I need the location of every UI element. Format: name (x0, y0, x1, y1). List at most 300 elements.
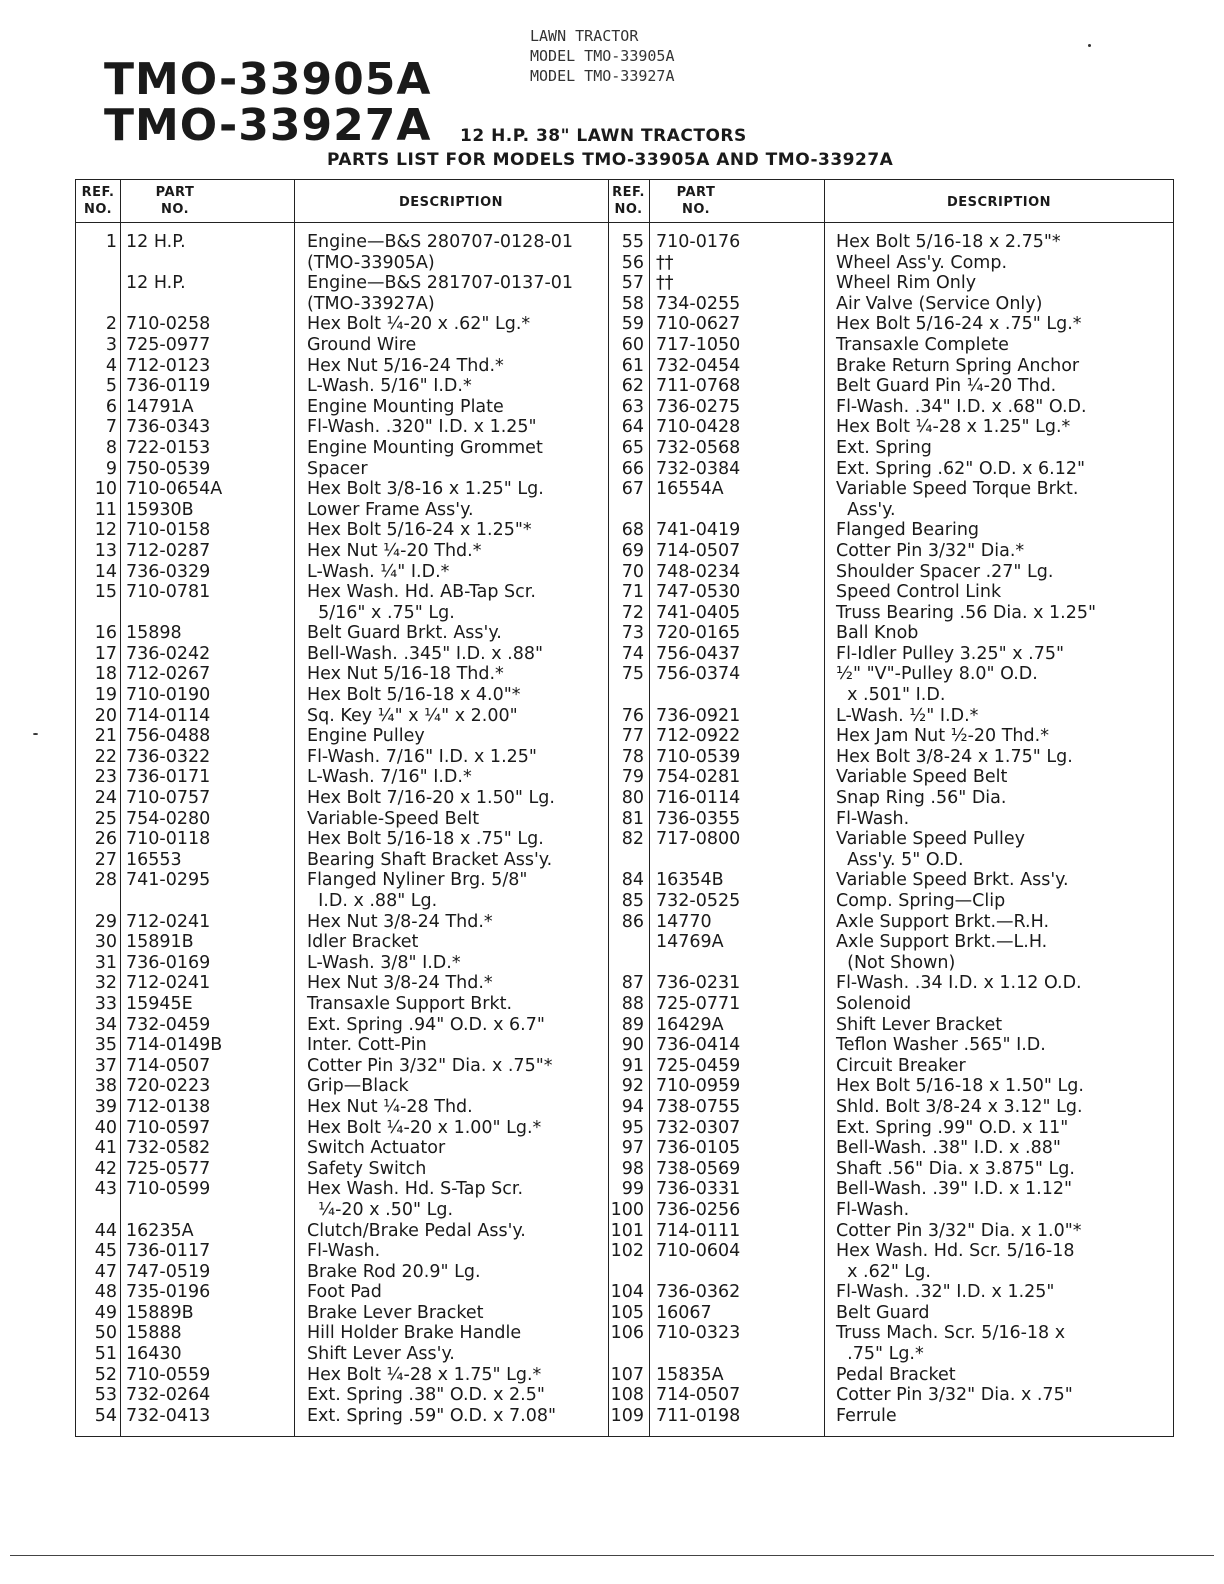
part-number-cell (126, 253, 292, 274)
description-cell: Ext. Spring .99" O.D. x 11" (836, 1117, 1069, 1138)
part-number-cell: 725-0577 (126, 1158, 211, 1179)
part-number-cell: 710-0539 (656, 746, 741, 767)
ref-cell: 77 (621, 726, 644, 747)
description-cell: L-Wash. 5/16" I.D.* (307, 376, 472, 397)
column-divider (294, 180, 295, 1436)
ref-cell: 71 (621, 582, 644, 603)
ref-cell: 29 (94, 911, 117, 932)
description-cell: Truss Mach. Scr. 5/16-18 x (836, 1323, 1066, 1344)
part-number-cell: 732-0525 (656, 891, 741, 911)
ref-cell (76, 294, 117, 315)
part-number-cell: 722-0153 (126, 437, 211, 458)
description-cell: 5/16" x .75" Lg. (307, 602, 455, 623)
part-number-cell: 732-0413 (126, 1405, 211, 1426)
description-cell: Brake Return Spring Anchor (836, 355, 1080, 376)
subtitle: 12 H.P. 38" LAWN TRACTORS (460, 126, 747, 146)
description-cell: Brake Lever Bracket (307, 1302, 484, 1323)
part-number-cell: 716-0114 (656, 788, 741, 809)
description-cell: Hex Bolt ¼-20 x .62" Lg.* (307, 314, 531, 335)
part-number-cell: 736-0169 (126, 952, 211, 973)
part-number-cell: 732-0568 (656, 437, 741, 458)
part-number-cell: 714-0149B (126, 1035, 223, 1056)
ref-cell: 10 (94, 479, 117, 500)
header-part-right: PART NO. (676, 185, 716, 217)
part-number-cell: 712-0241 (126, 911, 211, 932)
ref-cell: 67 (621, 479, 644, 500)
part-number-cell: 712-0287 (126, 540, 211, 561)
part-number-cell: 736-0242 (126, 643, 211, 664)
ref-cell (608, 685, 644, 706)
ref-cell: 88 (621, 993, 644, 1014)
ref-cell (76, 253, 117, 274)
part-number-cell (656, 953, 822, 974)
ref-cell: 2 (105, 314, 117, 335)
part-number-cell: 736-0355 (656, 808, 741, 829)
description-cell: (TMO-33927A) (307, 293, 435, 314)
description-cell: Flanged Bearing (836, 520, 980, 541)
ref-cell: 49 (94, 1302, 117, 1323)
ref-cell: 33 (94, 993, 117, 1014)
right-ref-column (608, 232, 644, 1426)
ref-cell: 32 (94, 973, 117, 994)
ref-cell (608, 953, 644, 974)
part-number-cell: 732-0264 (126, 1385, 211, 1406)
description-cell: Hex Bolt 5/16-24 x .75" Lg.* (836, 314, 1082, 335)
ref-cell (608, 932, 644, 953)
description-cell: L-Wash. 7/16" I.D.* (307, 767, 472, 788)
part-number-cell: 15835A (656, 1364, 724, 1385)
part-number-cell: 736-0329 (126, 561, 211, 582)
left-part-column (126, 232, 292, 1426)
ref-cell: 79 (621, 767, 644, 788)
description-cell: Shift Lever Ass'y. (307, 1344, 455, 1365)
ref-cell: 30 (94, 932, 117, 953)
part-number-cell: 714-0507 (126, 1055, 211, 1076)
part-number-cell: 15888 (126, 1323, 182, 1344)
part-number-cell: 736-0231 (656, 973, 741, 994)
part-number-cell: 16067 (656, 1302, 712, 1323)
description-cell: Bell-Wash. .38" I.D. x .88" (836, 1138, 1061, 1159)
description-cell: Shift Lever Bracket (836, 1014, 1003, 1035)
speck (33, 733, 38, 735)
part-number-cell: 710-0959 (656, 1076, 741, 1097)
ref-cell: 22 (94, 746, 117, 767)
ref-cell: 13 (94, 540, 117, 561)
part-number-cell: 14770 (656, 911, 712, 932)
description-cell: Cotter Pin 3/32" Dia. x 1.0"* (836, 1220, 1082, 1241)
part-number-cell: 16354B (656, 870, 724, 891)
description-cell: Hex Bolt 3/8-24 x 1.75" Lg. (836, 746, 1073, 767)
description-cell: Ground Wire (307, 334, 417, 355)
ref-cell: 98 (621, 1158, 644, 1179)
description-cell: Wheel Ass'y. Comp. (836, 252, 1008, 273)
description-cell: Flanged Nyliner Brg. 5/8" (307, 870, 528, 891)
ref-cell (76, 1200, 117, 1221)
ref-cell (608, 1344, 644, 1365)
ref-cell: 75 (621, 664, 644, 685)
part-number-cell: 754-0280 (126, 808, 211, 829)
description-cell: Cotter Pin 3/32" Dia. x .75" (836, 1385, 1073, 1406)
ref-cell: 43 (94, 1179, 117, 1200)
description-cell: Hex Nut 3/8-24 Thd.* (307, 911, 493, 932)
description-cell: Fl-Wash. .32" I.D. x 1.25" (836, 1282, 1055, 1303)
description-cell: Solenoid (836, 993, 912, 1014)
part-number-cell (656, 685, 822, 706)
part-number-cell: 747-0519 (126, 1261, 211, 1282)
ref-cell: 99 (621, 1179, 644, 1200)
ref-cell: 80 (621, 788, 644, 809)
part-number-cell: 741-0295 (126, 870, 211, 891)
part-number-cell: 15930B (126, 499, 194, 520)
description-cell: Hex Bolt 5/16-24 x 1.25"* (307, 520, 532, 541)
ref-cell: 31 (94, 952, 117, 973)
ref-cell: 107 (610, 1364, 644, 1385)
part-number-cell: 711-0198 (656, 1405, 741, 1426)
ref-cell: 81 (621, 808, 644, 829)
description-cell: Ass'y. 5" O.D. (836, 849, 964, 870)
ref-cell: 108 (610, 1385, 644, 1406)
ref-cell: 62 (621, 376, 644, 397)
ref-cell: 34 (94, 1014, 117, 1035)
part-number-cell: 712-0241 (126, 973, 211, 994)
header-divider (76, 222, 1173, 223)
part-number-cell: 712-0922 (656, 726, 741, 747)
ref-cell: 25 (94, 808, 117, 829)
ref-cell: 19 (94, 685, 117, 706)
part-number-cell: 714-0507 (656, 540, 741, 561)
description-cell: Spacer (307, 458, 368, 479)
description-cell: L-Wash. ½" I.D.* (836, 705, 979, 726)
part-number-cell: 736-0921 (656, 705, 741, 726)
description-cell: Speed Control Link (836, 582, 1002, 603)
part-number-cell: 16235A (126, 1220, 194, 1241)
part-number-cell: 714-0114 (126, 705, 211, 726)
part-number-cell: 712-0123 (126, 355, 211, 376)
ref-cell: 63 (621, 396, 644, 417)
ref-cell: 18 (94, 664, 117, 685)
part-number-cell (126, 1200, 292, 1221)
part-number-cell: 741-0419 (656, 520, 741, 541)
part-number-cell: 712-0138 (126, 1096, 211, 1117)
header-part-left: PART NO. (155, 185, 195, 217)
description-cell: Axle Support Brkt.—R.H. (836, 911, 1050, 932)
part-number-cell: 725-0977 (126, 334, 211, 355)
description-cell: (TMO-33905A) (307, 252, 435, 273)
ref-cell (608, 850, 644, 871)
ref-cell: 94 (621, 1096, 644, 1117)
part-number-cell: 756-0488 (126, 726, 211, 747)
part-number-cell: 736-0414 (656, 1035, 741, 1056)
ref-cell: 82 (621, 829, 644, 850)
description-cell: Hex Wash. Hd. AB-Tap Scr. (307, 582, 536, 603)
ref-cell: 28 (94, 870, 117, 891)
part-number-cell (126, 603, 292, 624)
ref-cell: 74 (621, 643, 644, 664)
ref-cell: 58 (621, 293, 644, 314)
ref-cell: 35 (94, 1035, 117, 1056)
part-number-cell: 710-0258 (126, 314, 211, 335)
part-number-cell: †† (656, 252, 674, 273)
description-cell: Hex Wash. Hd. S-Tap Scr. (307, 1179, 524, 1200)
part-number-cell: 710-0176 (656, 232, 741, 252)
description-cell: Fl-Wash. .34 I.D. x 1.12 O.D. (836, 973, 1082, 994)
part-number-cell: 710-0158 (126, 520, 211, 541)
ref-cell: 1 (105, 232, 117, 252)
ref-cell: 95 (621, 1117, 644, 1138)
part-number-cell: 16430 (126, 1344, 182, 1365)
description-cell: ½" "V"-Pulley 8.0" O.D. (836, 664, 1038, 685)
ref-cell: 7 (105, 417, 117, 438)
part-number-cell: 710-0323 (656, 1323, 741, 1344)
description-cell: Wheel Rim Only (836, 273, 977, 294)
part-number-cell: 736-0331 (656, 1179, 741, 1200)
part-number-cell: 12 H.P. (126, 232, 186, 252)
right-part-column (656, 232, 822, 1426)
description-cell: Air Valve (Service Only) (836, 293, 1043, 314)
ref-cell: 59 (621, 314, 644, 335)
description-cell: Hex Nut 5/16-24 Thd.* (307, 355, 504, 376)
part-number-cell: 712-0267 (126, 664, 211, 685)
description-cell: Engine—B&S 280707-0128-01 (307, 232, 574, 252)
ref-cell: 15 (94, 582, 117, 603)
ref-cell: 40 (94, 1117, 117, 1138)
part-number-cell: 15889B (126, 1302, 194, 1323)
ref-cell: 37 (94, 1055, 117, 1076)
part-number-cell: 720-0223 (126, 1076, 211, 1097)
part-number-cell: 16553 (126, 849, 182, 870)
ref-cell: 23 (94, 767, 117, 788)
description-cell: Ball Knob (836, 623, 919, 644)
part-number-cell: 710-0118 (126, 829, 211, 850)
description-cell: Variable Speed Belt (836, 767, 1008, 788)
ref-cell (76, 273, 117, 294)
part-number-cell: 735-0196 (126, 1282, 211, 1303)
ref-cell: 72 (621, 602, 644, 623)
ref-cell: 70 (621, 561, 644, 582)
ref-cell: 90 (621, 1035, 644, 1056)
description-cell: Fl-Wash. 7/16" I.D. x 1.25" (307, 746, 537, 767)
description-cell: Ext. Spring .59" O.D. x 7.08" (307, 1405, 557, 1426)
ref-cell: 6 (105, 396, 117, 417)
description-cell: L-Wash. ¼" I.D.* (307, 561, 450, 582)
ref-cell: 102 (610, 1241, 644, 1262)
part-number-cell: 734-0255 (656, 293, 741, 314)
ref-cell: 101 (610, 1220, 644, 1241)
description-cell: Hex Bolt ¼-20 x 1.00" Lg.* (307, 1117, 542, 1138)
part-number-cell: 710-0781 (126, 582, 211, 603)
ref-cell: 26 (94, 829, 117, 850)
description-cell: Shoulder Spacer .27" Lg. (836, 561, 1054, 582)
column-divider (649, 180, 650, 1436)
ref-cell: 8 (105, 437, 117, 458)
ref-cell: 61 (621, 355, 644, 376)
page-title: PARTS LIST FOR MODELS TMO-33905A AND TMO-33927A (327, 150, 894, 170)
description-cell: Hex Bolt 5/16-18 x 1.50" Lg. (836, 1076, 1084, 1097)
ref-cell: 55 (621, 232, 644, 252)
part-number-cell: 16429A (656, 1014, 724, 1035)
description-cell: Teflon Washer .565" I.D. (836, 1035, 1046, 1056)
part-number-cell (656, 500, 822, 521)
description-cell: Shld. Bolt 3/8-24 x 3.12" Lg. (836, 1096, 1083, 1117)
part-number-cell: 725-0771 (656, 993, 741, 1014)
ref-cell: 105 (610, 1302, 644, 1323)
part-number-cell: 754-0281 (656, 767, 741, 788)
stamp-line: LAWN TRACTOR (530, 27, 639, 45)
ref-cell: 78 (621, 746, 644, 767)
part-number-cell: 717-0800 (656, 829, 741, 850)
description-cell: Hex Bolt 5/16-18 x 2.75"* (836, 232, 1061, 252)
description-cell: Transaxle Complete (836, 334, 1009, 355)
description-cell: Ext. Spring .94" O.D. x 6.7" (307, 1014, 545, 1035)
ref-cell: 11 (94, 499, 117, 520)
ref-cell: 89 (621, 1014, 644, 1035)
ref-cell (76, 603, 117, 624)
part-number-cell: 732-0454 (656, 355, 741, 376)
part-number-cell: 710-0627 (656, 314, 741, 335)
description-cell: Fl-Wash. (836, 808, 910, 829)
description-cell: Fl-Wash. (836, 1199, 910, 1220)
description-cell: Ext. Spring .38" O.D. x 2.5" (307, 1385, 545, 1406)
left-description-column (307, 232, 607, 1426)
page-bottom-rule (10, 1555, 1214, 1556)
part-number-cell: 717-1050 (656, 334, 741, 355)
column-divider (120, 180, 121, 1436)
part-number-cell (656, 1262, 822, 1283)
description-cell: Brake Rod 20.9" Lg. (307, 1261, 481, 1282)
ref-cell: 4 (105, 355, 117, 376)
description-cell: Hex Bolt 5/16-18 x .75" Lg. (307, 829, 544, 850)
ref-cell: 12 (94, 520, 117, 541)
part-number-cell: 748-0234 (656, 561, 741, 582)
ref-cell: 56 (621, 252, 644, 273)
part-number-cell: 736-0362 (656, 1282, 741, 1303)
part-number-cell: 738-0569 (656, 1158, 741, 1179)
part-number-cell (126, 891, 292, 912)
description-cell: Bearing Shaft Bracket Ass'y. (307, 849, 553, 870)
part-number-cell: 710-0599 (126, 1179, 211, 1200)
ref-cell: 52 (94, 1364, 117, 1385)
description-cell: Axle Support Brkt.—L.H. (836, 932, 1048, 953)
description-cell: I.D. x .88" Lg. (307, 891, 438, 911)
typed-stamp (530, 26, 675, 86)
ref-cell: 100 (610, 1199, 644, 1220)
part-number-cell: 736-0119 (126, 376, 211, 397)
description-cell: Truss Bearing .56 Dia. x 1.25" (836, 602, 1097, 623)
part-number-cell: 710-0654A (126, 479, 223, 500)
description-cell: Foot Pad (307, 1282, 382, 1303)
ref-cell: 20 (94, 705, 117, 726)
description-cell: Engine—B&S 281707-0137-01 (307, 273, 574, 294)
ref-cell: 48 (94, 1282, 117, 1303)
part-number-cell (656, 850, 822, 871)
ref-cell: 54 (94, 1405, 117, 1426)
ref-cell: 91 (621, 1055, 644, 1076)
ref-cell: 41 (94, 1138, 117, 1159)
description-cell: Bell-Wash. .345" I.D. x .88" (307, 643, 544, 664)
description-cell: Hex Nut ¼-20 Thd.* (307, 540, 482, 561)
description-cell: Shaft .56" Dia. x 3.875" Lg. (836, 1158, 1075, 1179)
model-number-secondary: TMO-33927A (104, 100, 432, 151)
part-number-cell: 710-0190 (126, 685, 211, 706)
header-ref-left: REF. NO. (81, 185, 115, 217)
description-cell: Ferrule (836, 1405, 897, 1426)
description-cell: Cotter Pin 3/32" Dia. x .75"* (307, 1055, 553, 1076)
part-number-cell: 736-0171 (126, 767, 211, 788)
part-number-cell: 15898 (126, 623, 182, 644)
description-cell: Circuit Breaker (836, 1055, 966, 1076)
ref-cell: 106 (610, 1323, 644, 1344)
part-number-cell: 714-0507 (656, 1385, 741, 1406)
part-number-cell: 732-0459 (126, 1014, 211, 1035)
model-number-primary: TMO-33905A (104, 54, 432, 105)
description-cell: .75" Lg.* (836, 1344, 924, 1365)
description-cell: Lower Frame Ass'y. (307, 499, 474, 520)
ref-cell: 104 (610, 1282, 644, 1303)
description-cell: Hex Nut 3/8-24 Thd.* (307, 973, 493, 994)
description-cell: Clutch/Brake Pedal Ass'y. (307, 1220, 526, 1241)
ref-cell: 14 (94, 561, 117, 582)
stamp-line: MODEL TMO-33905A (530, 47, 675, 65)
description-cell: Fl-Wash. .320" I.D. x 1.25" (307, 417, 537, 438)
description-cell: Fl-Idler Pulley 3.25" x .75" (836, 643, 1065, 664)
parts-table (75, 179, 1174, 1437)
description-cell: x .501" I.D. (836, 685, 946, 706)
part-number-cell: 736-0322 (126, 746, 211, 767)
ref-cell: 57 (621, 273, 644, 294)
part-number-cell: 710-0428 (656, 417, 741, 438)
part-number-cell: 736-0117 (126, 1241, 211, 1262)
part-number-cell: 711-0768 (656, 376, 741, 397)
description-cell: L-Wash. 3/8" I.D.* (307, 952, 461, 973)
part-number-cell: 736-0256 (656, 1199, 741, 1220)
description-cell: Fl-Wash. .34" I.D. x .68" O.D. (836, 396, 1087, 417)
ref-cell: 16 (94, 623, 117, 644)
description-cell: Hex Bolt ¼-28 x 1.75" Lg.* (307, 1364, 542, 1385)
description-cell: Engine Mounting Grommet (307, 437, 543, 458)
header-ref-right: REF. NO. (612, 185, 645, 217)
part-number-cell: 12 H.P. (126, 273, 186, 294)
description-cell: Pedal Bracket (836, 1364, 956, 1385)
description-cell: Hex Bolt 5/16-18 x 4.0"* (307, 685, 521, 706)
part-number-cell: 16554A (656, 479, 724, 500)
ref-cell: 51 (94, 1344, 117, 1365)
description-cell: Idler Bracket (307, 932, 419, 953)
ref-cell: 64 (621, 417, 644, 438)
ref-cell (608, 1262, 644, 1283)
ref-cell: 65 (621, 437, 644, 458)
description-cell: Engine Pulley (307, 726, 425, 747)
ref-cell: 50 (94, 1323, 117, 1344)
part-number-cell: 720-0165 (656, 623, 741, 644)
part-number-cell: 736-0105 (656, 1138, 741, 1159)
description-cell: Hex Jam Nut ½-20 Thd.* (836, 726, 1049, 747)
speck (1088, 44, 1091, 47)
description-cell: Fl-Wash. (307, 1241, 381, 1262)
ref-cell: 66 (621, 458, 644, 479)
stamp-line: MODEL TMO-33927A (530, 67, 675, 85)
description-cell: Transaxle Support Brkt. (307, 993, 513, 1014)
ref-cell: 42 (94, 1158, 117, 1179)
ref-cell (76, 891, 117, 912)
part-number-cell: 14791A (126, 396, 194, 417)
header-desc-left: DESCRIPTION (398, 195, 504, 210)
ref-cell: 69 (621, 540, 644, 561)
ref-cell: 47 (94, 1261, 117, 1282)
ref-cell: 44 (94, 1220, 117, 1241)
ref-cell: 85 (621, 891, 644, 911)
part-number-cell: 15945E (126, 993, 193, 1014)
description-cell: Grip—Black (307, 1076, 409, 1097)
